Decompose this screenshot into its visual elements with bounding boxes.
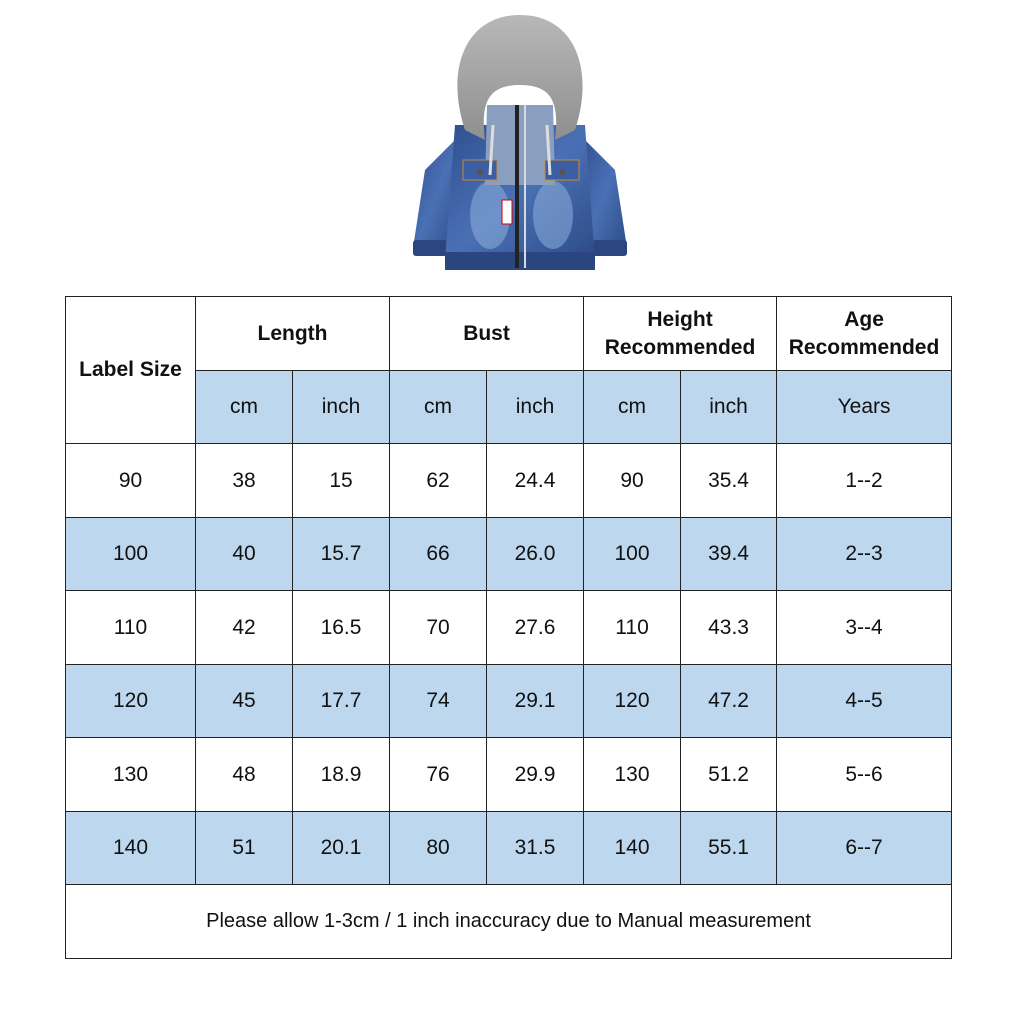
table-cell: 40 xyxy=(196,518,293,591)
table-cell: 80 xyxy=(390,812,487,885)
table-cell: 120 xyxy=(584,665,681,738)
unit-cell: cm xyxy=(584,371,681,444)
table-cell: 15.7 xyxy=(293,518,390,591)
table-cell: 47.2 xyxy=(681,665,777,738)
table-row xyxy=(66,444,952,518)
unit-cell: cm xyxy=(196,371,293,444)
table-cell: 3--4 xyxy=(777,591,952,665)
table-cell: 140 xyxy=(584,812,681,885)
size-chart-table xyxy=(65,296,952,959)
table-cell: 39.4 xyxy=(681,518,777,591)
table-cell: 4--5 xyxy=(777,665,952,738)
length-header: Length xyxy=(196,297,390,371)
unit-cell: inch xyxy=(487,371,584,444)
table-cell: 48 xyxy=(196,738,293,812)
measurement-note: Please allow 1-3cm / 1 inch inaccuracy due to Manual measurement xyxy=(66,885,952,959)
unit-cell: cm xyxy=(390,371,487,444)
table-cell: 16.5 xyxy=(293,591,390,665)
table-cell: 90 xyxy=(584,444,681,518)
table-cell: 29.1 xyxy=(487,665,584,738)
table-row xyxy=(66,812,952,885)
table-cell: 51 xyxy=(196,812,293,885)
table-cell: 24.4 xyxy=(487,444,584,518)
height-recommended-header xyxy=(584,297,777,371)
table-cell: 27.6 xyxy=(487,591,584,665)
header-row-groups xyxy=(66,297,952,371)
table-cell: 100 xyxy=(66,518,196,591)
note-row xyxy=(66,885,952,959)
table-row xyxy=(66,665,952,738)
table-cell: 76 xyxy=(390,738,487,812)
table-cell: 74 xyxy=(390,665,487,738)
table-row xyxy=(66,591,952,665)
table-cell: 120 xyxy=(66,665,196,738)
height-header-line1: Height xyxy=(647,307,713,331)
bust-header: Bust xyxy=(390,297,584,371)
table-cell: 130 xyxy=(66,738,196,812)
table-cell: 110 xyxy=(584,591,681,665)
age-header-line1: Age xyxy=(844,307,884,331)
unit-cell: Years xyxy=(777,371,952,444)
table-cell: 20.1 xyxy=(293,812,390,885)
table-cell: 35.4 xyxy=(681,444,777,518)
table-cell: 100 xyxy=(584,518,681,591)
height-header-line2: Recommended xyxy=(604,335,756,359)
hooded-denim-jacket-image xyxy=(405,10,635,280)
header-row-units xyxy=(66,371,952,444)
table-cell: 51.2 xyxy=(681,738,777,812)
table-cell: 6--7 xyxy=(777,812,952,885)
table-row xyxy=(66,738,952,812)
table-cell: 1--2 xyxy=(777,444,952,518)
table-cell: 43.3 xyxy=(681,591,777,665)
label-size-header: Label Size xyxy=(66,297,196,444)
unit-cell: inch xyxy=(681,371,777,444)
table-cell: 55.1 xyxy=(681,812,777,885)
table-cell: 15 xyxy=(293,444,390,518)
table-cell: 2--3 xyxy=(777,518,952,591)
table-cell: 42 xyxy=(196,591,293,665)
table-cell: 29.9 xyxy=(487,738,584,812)
table-cell: 17.7 xyxy=(293,665,390,738)
table-cell: 18.9 xyxy=(293,738,390,812)
table-cell: 38 xyxy=(196,444,293,518)
table-cell: 130 xyxy=(584,738,681,812)
table-cell: 5--6 xyxy=(777,738,952,812)
table-cell: 110 xyxy=(66,591,196,665)
table-cell: 140 xyxy=(66,812,196,885)
table-cell: 66 xyxy=(390,518,487,591)
table-cell: 31.5 xyxy=(487,812,584,885)
table-row xyxy=(66,518,952,591)
table-cell: 90 xyxy=(66,444,196,518)
table-cell: 62 xyxy=(390,444,487,518)
unit-cell: inch xyxy=(293,371,390,444)
age-header-line2: Recommended xyxy=(788,335,940,359)
table-cell: 70 xyxy=(390,591,487,665)
table-cell: 45 xyxy=(196,665,293,738)
age-recommended-header xyxy=(777,297,952,371)
table-cell: 26.0 xyxy=(487,518,584,591)
